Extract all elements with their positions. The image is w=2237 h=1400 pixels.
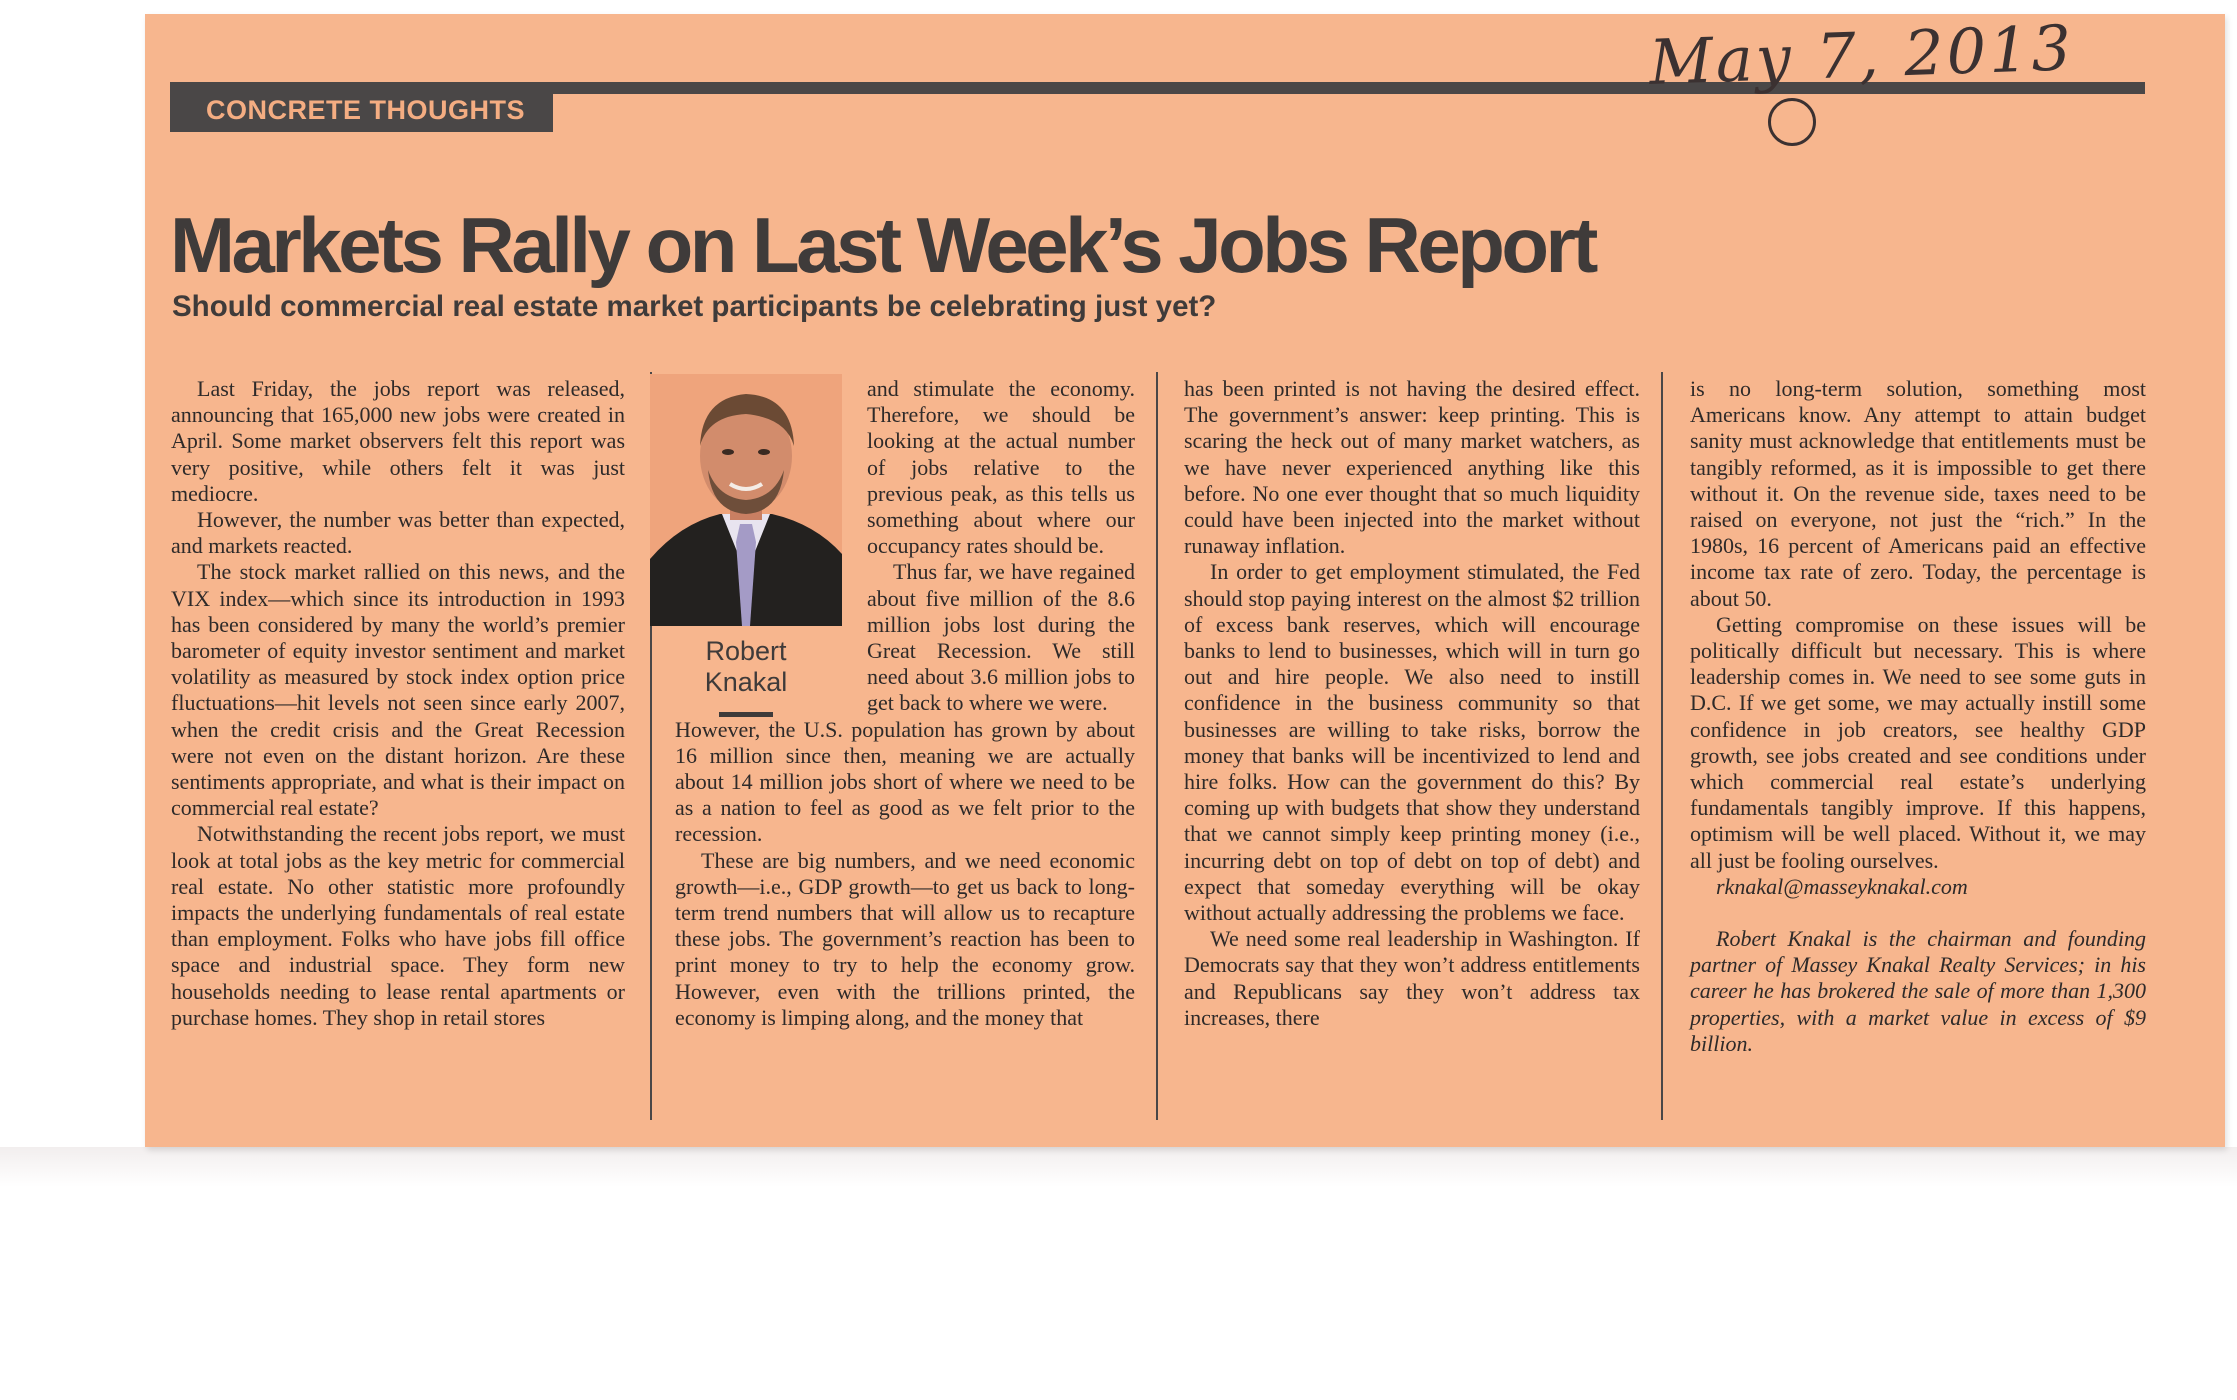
paragraph: Thus far, we have regained about five million of the 8.6 million jobs lost during the Great Recession. We still need about 3.6 million jobs to get back to where we were. [867,559,1135,716]
author-bio: Robert Knakal is the chairman and founding partner of Massey Knakal Realty Services; in his career he has brokered the sale of more than 1,300 properties, with a market value in excess of $9 billion. [1690,926,2146,1056]
column-divider [1661,372,1663,1120]
article-column-1 [171,376,625,1116]
scan-background [0,1147,2237,1187]
paragraph: Last Friday, the jobs report was released, announcing that 165,000 new jobs were created in April. Some market observers felt this report was very positive, while others felt it was just mediocre. [171,376,625,506]
author-first-name: Robert [705,636,787,666]
section-tag: CONCRETE THOUGHTS [170,88,553,132]
paragraph: Getting compromise on these issues will be politically difficult but necessary. This is where leadership comes in. We need to see some guts in D.C. If we get some, we may actually instill some confidence in job creators, see healthy GDP growth, see jobs created and see conditions under which commercial real estate’s underlying fundamentals tangibly improve. If this happens, optimism will be well placed. Without it, we may all just be fooling ourselves. [1690,611,2146,873]
paragraph: However, the U.S. population has grown by about 16 million since then, meaning we are actually about 14 million jobs short of where we need to be as a nation to feel as good as we felt prior to the recession. [675,716,1135,847]
handwritten-date: May 7, 2013 [1648,11,2076,99]
handwriting-loop [1768,98,1816,146]
article-column-3 [1184,376,1640,1116]
article-column-4 [1690,376,2146,1116]
paragraph: In order to get employment stimulated, the Fed should stop paying interest on the almost $2 trillion of excess bank reserves, which will encourage banks to lend to businesses, which will in turn go out and hire people. We also need to instill confidence in the business community so that businesses are willing to take risks, borrow the money that banks will be incentivized to lend and hire folks. How can the government do this? By coming up with budgets that show they understand that we cannot simply keep printing money (i.e., incurring debt on top of debt on top of debt) and expect that someday everything will be okay without actually addressing the problems we face. [1184,559,1640,926]
author-email: rknakal@masseyknakal.com [1716,873,1968,899]
paragraph: and stimulate the economy. Therefore, we should be looking at the actual number of jobs relative to the previous peak, as this tells us something about where our occupancy rates should be. [867,376,1135,559]
paragraph: We need some real leadership in Washington. If Democrats say that they won’t address entitlements and Republicans say they won’t address tax increases, there [1184,926,1640,1030]
paragraph: However, the number was better than expected, and markets reacted. [171,507,625,559]
column-divider [1156,372,1158,1120]
author-last-name: Knakal [704,667,788,697]
column-2-wrapped-text [867,376,1135,717]
paragraph: Notwithstanding the recent jobs report, we must look at total jobs as the key metric for commercial real estate. No other statistic more profoundly impacts the underlying fundamentals of real estate than employment. Folks who have jobs fill office space and industrial space. They form new households needing to lease rental apartments or purchase homes. They shop in retail stores [171,821,625,1030]
paragraph: is no long-term solution, something most Americans know. Any attempt to attain budget sanity must acknowledge that entitlements must be tangibly reformed, as it is impossible to get there without it. On the revenue side, taxes need to be raised on everyone, not just the “rich.” In the 1980s, 16 percent of Americans paid an effective income tax rate of zero. Today, the percentage is about 50. [1690,376,2146,611]
subheadline: Should commercial real estate market participants be celebrating just yet? [172,290,1217,323]
paragraph: The stock market rallied on this news, and the VIX index—which since its introduction in 1993 has been considered by many the world’s premier barometer of equity investor sentiment and market volatility as measured by stock index option price fluctuations—hit levels not seen since early 2007, when the credit crisis and the Great Recession were not even on the distant horizon. Are these sentiments appropriate, and what is their impact on commercial real estate? [171,559,625,821]
headline: Markets Rally on Last Week’s Jobs Report [170,201,1595,289]
paragraph: These are big numbers, and we need economic growth—i.e., GDP growth—to get us back to long-term trend numbers that will allow us to recapture these jobs. The government’s reaction has been to print money to try to help the economy grow. However, even with the trillions printed, the economy is limping along, and the money that [675,847,1135,1030]
article-column-2 [675,376,1135,1116]
paragraph: has been printed is not having the desired effect. The government’s answer: keep printing. This is scaring the heck out of many market watchers, as we have never experienced anything like this before. No one ever thought that so much liquidity could have been injected into the market without runaway inflation. [1184,376,1640,559]
